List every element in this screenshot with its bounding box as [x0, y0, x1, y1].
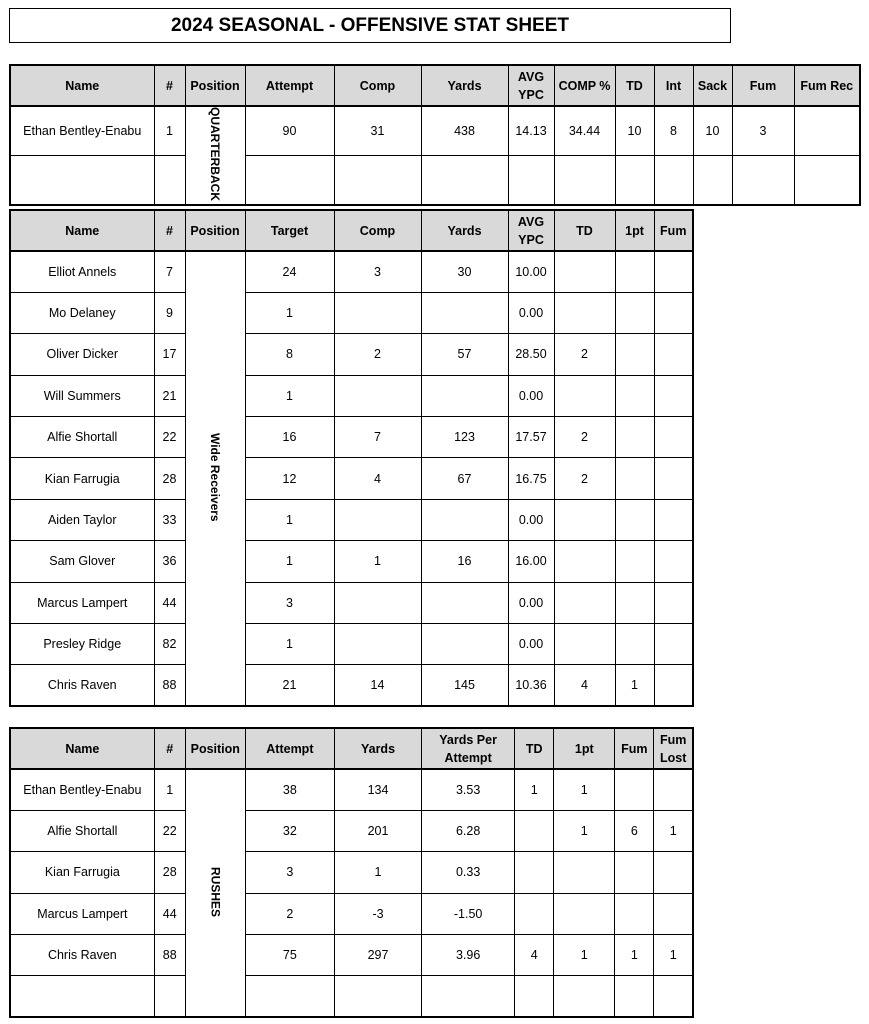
player-name: Alfie Shortall — [10, 810, 154, 851]
stat-cell: 1 — [245, 541, 334, 582]
column-header: Comp — [334, 210, 421, 251]
stat-cell: 0.33 — [422, 852, 515, 893]
column-header: AVG YPC — [508, 210, 554, 251]
stat-cell — [732, 156, 794, 206]
player-name: Elliot Annels — [10, 251, 154, 292]
stat-cell — [615, 852, 654, 893]
stat-cell: 16 — [245, 417, 334, 458]
stat-cell: 2 — [334, 334, 421, 375]
stat-cell — [421, 156, 508, 206]
stat-cell: 75 — [245, 935, 334, 976]
stat-cell: 1 — [245, 624, 334, 665]
stat-cell — [554, 499, 615, 540]
quarterback-stats-table — [9, 64, 861, 206]
stat-cell: 201 — [334, 810, 421, 851]
player-number: 28 — [154, 852, 185, 893]
player-number — [154, 976, 185, 1017]
stat-cell — [421, 499, 508, 540]
player-name: Mo Delaney — [10, 292, 154, 333]
column-header: Attempt — [245, 728, 334, 769]
stat-cell — [615, 499, 654, 540]
stat-cell: 1 — [554, 769, 615, 810]
stat-cell: 297 — [334, 935, 421, 976]
table-row — [10, 292, 693, 333]
player-number: 1 — [154, 106, 185, 156]
stat-cell — [615, 417, 654, 458]
stat-cell: 6 — [615, 810, 654, 851]
stat-cell — [334, 375, 421, 416]
stat-cell: 28.50 — [508, 334, 554, 375]
stat-cell — [794, 106, 860, 156]
stat-cell — [334, 624, 421, 665]
stat-cell: 4 — [554, 665, 615, 706]
stat-cell: 1 — [615, 935, 654, 976]
stat-cell — [615, 624, 654, 665]
player-number: 88 — [154, 665, 185, 706]
table-row — [10, 665, 693, 706]
player-name: Kian Farrugia — [10, 852, 154, 893]
position-label — [185, 769, 245, 1017]
stat-cell — [334, 156, 421, 206]
column-header: Position — [185, 210, 245, 251]
table-row — [10, 935, 693, 976]
stat-cell — [654, 976, 693, 1017]
column-header: # — [154, 728, 185, 769]
player-number: 9 — [154, 292, 185, 333]
player-number: 22 — [154, 417, 185, 458]
stat-cell — [515, 893, 554, 934]
stat-cell — [334, 582, 421, 623]
table-row — [10, 541, 693, 582]
page-title: 2024 SEASONAL - OFFENSIVE STAT SHEET — [9, 8, 731, 43]
stat-cell: 32 — [245, 810, 334, 851]
stat-cell — [245, 156, 334, 206]
table-row — [10, 458, 693, 499]
stat-cell: 1 — [554, 810, 615, 851]
player-name: Chris Raven — [10, 665, 154, 706]
stat-cell: 21 — [245, 665, 334, 706]
column-header: Fum — [615, 728, 654, 769]
table-row — [10, 624, 693, 665]
player-name: Ethan Bentley-Enabu — [10, 769, 154, 810]
player-number: 22 — [154, 810, 185, 851]
stat-cell — [554, 292, 615, 333]
stat-cell — [654, 458, 693, 499]
player-number: 36 — [154, 541, 185, 582]
stat-cell — [654, 499, 693, 540]
stat-cell: 17.57 — [508, 417, 554, 458]
table-row — [10, 769, 693, 810]
table-row — [10, 852, 693, 893]
column-header: Fum — [654, 210, 693, 251]
stat-cell: 1 — [654, 810, 693, 851]
column-header: COMP % — [554, 65, 615, 106]
stat-cell — [654, 292, 693, 333]
stat-cell — [554, 582, 615, 623]
stat-cell: 123 — [421, 417, 508, 458]
column-header: Name — [10, 210, 154, 251]
column-header: Fum Lost — [654, 728, 693, 769]
player-number: 33 — [154, 499, 185, 540]
stat-cell: 31 — [334, 106, 421, 156]
table-row — [10, 106, 860, 156]
rushing-stats-table — [9, 727, 694, 1018]
column-header: Yards — [421, 65, 508, 106]
stat-cell: 1 — [515, 769, 554, 810]
table-row — [10, 375, 693, 416]
stat-cell — [554, 541, 615, 582]
stat-cell: 7 — [334, 417, 421, 458]
stat-cell — [654, 624, 693, 665]
stat-cell — [615, 334, 654, 375]
column-header: # — [154, 65, 185, 106]
stat-cell — [693, 156, 732, 206]
stat-cell: 4 — [515, 935, 554, 976]
stat-cell — [615, 458, 654, 499]
stat-cell — [615, 893, 654, 934]
stat-cell: 38 — [245, 769, 334, 810]
stat-cell: 3.53 — [422, 769, 515, 810]
table-row — [10, 810, 693, 851]
player-name: Ethan Bentley-Enabu — [10, 106, 154, 156]
table-row — [10, 251, 693, 292]
stat-cell: 3.96 — [422, 935, 515, 976]
stat-cell — [654, 251, 693, 292]
stat-cell: 24 — [245, 251, 334, 292]
stat-cell: 1 — [554, 935, 615, 976]
stat-cell: 0.00 — [508, 624, 554, 665]
stat-cell — [654, 852, 693, 893]
wide-receivers-stats-table — [9, 209, 694, 707]
stat-cell — [615, 582, 654, 623]
column-header: Yards Per Attempt — [422, 728, 515, 769]
stat-cell: 2 — [554, 417, 615, 458]
player-name: Kian Farrugia — [10, 458, 154, 499]
stat-cell: 67 — [421, 458, 508, 499]
column-header: Target — [245, 210, 334, 251]
stat-cell — [554, 156, 615, 206]
stat-cell — [515, 976, 554, 1017]
column-header: TD — [515, 728, 554, 769]
stat-cell — [245, 976, 334, 1017]
stat-cell: -3 — [334, 893, 421, 934]
stat-cell: 1 — [615, 665, 654, 706]
stat-cell: 134 — [334, 769, 421, 810]
column-header: Attempt — [245, 65, 334, 106]
player-name: Will Summers — [10, 375, 154, 416]
stat-cell: 2 — [245, 893, 334, 934]
stat-cell: 2 — [554, 458, 615, 499]
stat-cell: 3 — [334, 251, 421, 292]
stat-cell: 8 — [654, 106, 693, 156]
stat-cell — [654, 334, 693, 375]
player-number: 44 — [154, 893, 185, 934]
stat-cell: 0.00 — [508, 499, 554, 540]
stat-cell: 145 — [421, 665, 508, 706]
column-header: Yards — [421, 210, 508, 251]
position-label — [185, 106, 245, 205]
column-header: Comp — [334, 65, 421, 106]
player-name: Chris Raven — [10, 935, 154, 976]
stat-cell — [654, 375, 693, 416]
stat-cell: 1 — [245, 375, 334, 416]
position-text: QUARTERBACK — [208, 107, 222, 201]
column-header: AVG YPC — [508, 65, 554, 106]
stat-cell: 3 — [245, 852, 334, 893]
player-name — [10, 156, 154, 206]
stat-cell: 1 — [334, 852, 421, 893]
player-number: 7 — [154, 251, 185, 292]
player-name — [10, 976, 154, 1017]
stat-cell: 16.75 — [508, 458, 554, 499]
stat-cell — [794, 156, 860, 206]
stat-cell — [615, 292, 654, 333]
table-row — [10, 334, 693, 375]
stat-cell — [334, 976, 421, 1017]
column-header: Name — [10, 728, 154, 769]
column-header: 1pt — [615, 210, 654, 251]
stat-cell: 90 — [245, 106, 334, 156]
column-header: # — [154, 210, 185, 251]
column-header: Sack — [693, 65, 732, 106]
stat-cell: 0.00 — [508, 375, 554, 416]
stat-cell — [421, 292, 508, 333]
stat-cell: 1 — [334, 541, 421, 582]
stat-cell: 16 — [421, 541, 508, 582]
stat-cell — [615, 769, 654, 810]
stat-cell — [654, 541, 693, 582]
stat-cell — [615, 541, 654, 582]
position-label — [185, 251, 245, 706]
stat-cell — [654, 769, 693, 810]
stat-cell — [515, 852, 554, 893]
stat-cell — [421, 582, 508, 623]
stat-cell — [654, 156, 693, 206]
stat-cell: 10 — [693, 106, 732, 156]
stat-cell — [554, 852, 615, 893]
stat-cell: 10.00 — [508, 251, 554, 292]
stat-cell — [554, 375, 615, 416]
player-number: 28 — [154, 458, 185, 499]
stat-cell — [654, 582, 693, 623]
stat-cell — [421, 624, 508, 665]
stat-cell: 10.36 — [508, 665, 554, 706]
stat-cell: 3 — [245, 582, 334, 623]
player-number: 17 — [154, 334, 185, 375]
stat-cell — [554, 251, 615, 292]
table-row — [10, 582, 693, 623]
player-number: 82 — [154, 624, 185, 665]
column-header: Fum Rec — [794, 65, 860, 106]
column-header: Name — [10, 65, 154, 106]
stat-cell: 438 — [421, 106, 508, 156]
table-row — [10, 893, 693, 934]
column-header: Yards — [334, 728, 421, 769]
player-name: Alfie Shortall — [10, 417, 154, 458]
position-text: RUSHES — [208, 866, 223, 917]
position-text: Wide Receivers — [208, 432, 222, 522]
stat-cell — [654, 417, 693, 458]
player-name: Aiden Taylor — [10, 499, 154, 540]
stat-cell: 1 — [245, 499, 334, 540]
column-header: TD — [554, 210, 615, 251]
stat-cell: 8 — [245, 334, 334, 375]
stat-cell: 6.28 — [422, 810, 515, 851]
column-header: Fum — [732, 65, 794, 106]
column-header: 1pt — [554, 728, 615, 769]
stat-cell: 14 — [334, 665, 421, 706]
stat-cell — [421, 375, 508, 416]
stat-cell — [334, 292, 421, 333]
stat-cell — [554, 976, 615, 1017]
table-row — [10, 976, 693, 1017]
stat-cell — [508, 156, 554, 206]
table-row — [10, 156, 860, 206]
stat-cell — [515, 810, 554, 851]
stat-cell — [334, 499, 421, 540]
stat-cell: 16.00 — [508, 541, 554, 582]
table-row — [10, 499, 693, 540]
stat-cell: 3 — [732, 106, 794, 156]
stat-cell: 1 — [245, 292, 334, 333]
stat-cell — [615, 976, 654, 1017]
stat-cell — [615, 156, 654, 206]
stat-cell: 10 — [615, 106, 654, 156]
player-number — [154, 156, 185, 206]
player-name: Presley Ridge — [10, 624, 154, 665]
stat-cell — [554, 893, 615, 934]
stat-cell: 14.13 — [508, 106, 554, 156]
stat-cell — [654, 893, 693, 934]
stat-cell: 2 — [554, 334, 615, 375]
column-header: TD — [615, 65, 654, 106]
stat-cell: 12 — [245, 458, 334, 499]
player-number: 1 — [154, 769, 185, 810]
stat-cell — [422, 976, 515, 1017]
stat-cell — [615, 251, 654, 292]
stat-cell — [554, 624, 615, 665]
player-name: Oliver Dicker — [10, 334, 154, 375]
player-number: 21 — [154, 375, 185, 416]
stat-cell — [654, 665, 693, 706]
stat-cell: 4 — [334, 458, 421, 499]
stat-cell: -1.50 — [422, 893, 515, 934]
stat-cell: 0.00 — [508, 582, 554, 623]
stat-cell: 1 — [654, 935, 693, 976]
player-name: Marcus Lampert — [10, 582, 154, 623]
stat-cell: 34.44 — [554, 106, 615, 156]
column-header: Position — [185, 65, 245, 106]
stat-cell — [615, 375, 654, 416]
player-name: Sam Glover — [10, 541, 154, 582]
column-header: Int — [654, 65, 693, 106]
stat-cell: 30 — [421, 251, 508, 292]
column-header: Position — [185, 728, 245, 769]
player-name: Marcus Lampert — [10, 893, 154, 934]
table-row — [10, 417, 693, 458]
stat-cell: 0.00 — [508, 292, 554, 333]
player-number: 44 — [154, 582, 185, 623]
player-number: 88 — [154, 935, 185, 976]
stat-cell: 57 — [421, 334, 508, 375]
